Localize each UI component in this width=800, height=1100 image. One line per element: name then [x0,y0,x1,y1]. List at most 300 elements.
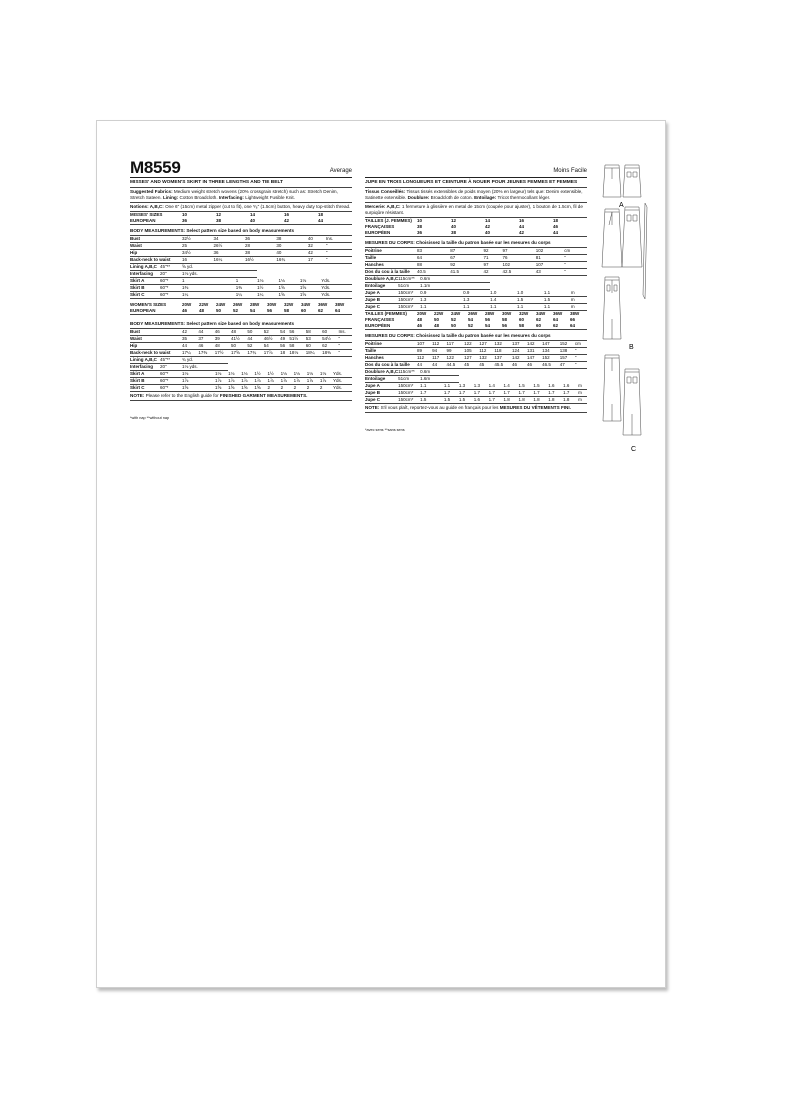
row-value: 1.7 [459,390,474,397]
row-value: 18¼ [306,350,322,357]
view-b-drawing [602,203,647,339]
fabrics-paragraph [130,189,352,203]
size-value: 24W [216,302,226,307]
row-label: Jupe B [365,390,398,397]
row-value: 1 [182,278,236,285]
body-measurements-heading: BODY MEASUREMENTS: Select pattern size based on body measurements [130,228,352,236]
row-value: 1.7 [504,390,519,397]
row-unit: m [571,304,587,311]
row-value: 56 [289,329,305,336]
size-value: 38W [335,302,345,307]
view-c-label: C [631,446,637,453]
size-value: 38 [451,230,485,237]
fabric-width: 150cm* [398,290,420,297]
row-unit [463,283,490,290]
row-value: 54 [264,343,280,350]
fabric-width: 115cm** [398,369,420,376]
misses-body-table [130,236,352,264]
fabric-width: 20" [160,271,182,278]
view-a-drawing [603,165,641,197]
row-unit: " [564,262,587,269]
row-unit [215,364,228,371]
row-unit: Yds. [333,378,352,385]
row-value: 142 [512,355,527,362]
row-value: 76 [502,255,535,262]
row-value: 1.8 [563,397,578,404]
size-value: 14 [250,212,256,217]
row-unit: " [338,336,352,343]
row-value: 1 [236,278,257,285]
misses-yardage-table-fr [365,276,587,311]
french-column [365,159,587,433]
size-value: 14 [485,218,491,223]
row-value: 92 [483,248,502,255]
row-value: 17⅜ [198,350,214,357]
row-value: 1⅜ [236,285,257,292]
row-unit: m [571,297,587,304]
size-value: 22W [434,311,444,316]
size-value: 46 [553,224,559,229]
row-value: 2 [294,385,307,392]
header-row-fr [365,159,587,178]
size-value: 34W [301,302,311,307]
row-value: 0.6m [420,369,444,376]
size-value: 58 [284,308,301,315]
row-value: 37 [198,336,214,343]
row-value: 1.5 [444,397,459,404]
row-value: 2 [307,385,320,392]
row-value: 1¼ [257,292,278,299]
row-value: 40 [308,236,326,243]
row-value: 46.5 [542,362,560,369]
row-value: 58 [306,329,322,336]
row-value: 1.3 [459,383,474,390]
row-label: Lining A,B,C [130,264,160,271]
row-label: Lining A,B,C [130,357,160,364]
row-value: 1⅝ [241,385,254,392]
women-body-measurements-heading-fr: MESURES DU CORPS: Choisissez la taille du patron basée sur les mesures du corps [365,333,587,341]
fabric-width: 150cm* [398,390,420,397]
pattern-title: MISSES' AND WOMEN'S SKIRT IN THREE LENGTHS AND TIE BELT [130,180,352,188]
row-value: 1⅝ [278,292,299,299]
row-value: 137 [494,355,512,362]
row-value: 1⅞ [281,378,294,385]
fabric-width: 60"* [160,292,182,299]
row-value: 1.7 [548,390,563,397]
row-value: 147 [542,341,560,348]
row-value: 36 [213,250,244,257]
row-value: 1⅞ [294,378,307,385]
row-label: Hanches [365,262,417,269]
row-value: 44.5 [447,362,465,369]
row-label: Back-neck to waist [130,257,182,264]
row-value: 1⅞ [254,378,267,385]
misses-body-table-fr [365,248,587,276]
size-row-label: WOMEN'S SIZES [130,302,167,307]
row-value: 1.5 [544,297,571,304]
fabrics-text: Medium weight stretch wovens (20% crossgrain stretch) such as: Stretch Denim, Stretch Sateen. [130,189,338,200]
view-b-label: B [629,344,634,351]
row-label: Dos du cou à la taille [365,362,417,369]
size-value: 56 [485,317,491,322]
pattern-title-fr: JUPE EN TROIS LONGUEURS ET CEINTURE À NOUER POUR JEUNES FEMMES ET FEMMES [365,180,587,188]
row-value: 41.5 [450,269,483,276]
size-value: 36W [553,311,563,316]
measurement-row [365,283,587,290]
row-value: 83 [417,248,450,255]
row-value: 1.1 [420,383,444,390]
row-value: 28 [245,243,276,250]
measurement-row [365,397,587,404]
row-value: 1⅛ [300,278,321,285]
measurement-row [365,362,587,369]
notions-label-fr: Mercerie: A,B,C: [365,204,401,209]
row-value: 62 [322,343,338,350]
row-value: 0.9 [463,290,490,297]
measurement-row [365,383,587,390]
row-value: 49 [280,336,289,343]
row-value: 1⅛ [228,371,241,378]
row-value: 1.4 [489,383,504,390]
size-row-label: EUROPÉEN [365,323,417,330]
row-value: 26½ [213,243,244,250]
row-label: Back-neck to waist [130,350,182,357]
row-value: 2 [320,385,333,392]
row-value: 50 [231,343,247,350]
size-value: 54 [250,308,267,315]
row-value: 1.7 [533,390,548,397]
size-value: 66 [570,317,576,322]
size-value: 44 [519,224,525,229]
row-unit: m [578,383,587,390]
size-value: 28W [250,302,260,307]
size-value: 42 [519,230,553,237]
row-unit: " [575,348,587,355]
row-value: 1.6m [420,376,444,383]
row-value: 1⅛ [215,371,228,378]
row-value: 152 [560,341,575,348]
row-label: Skirt A [130,278,160,285]
misses-sizes-table-fr [365,218,587,237]
difficulty-level: Average [329,168,352,174]
notions-label: Notions: A,B,C: [130,204,164,209]
row-value: 25 [182,243,213,250]
row-value: 1⅞ [241,378,254,385]
size-value: 16 [284,212,290,217]
row-label: Interfacing [130,364,160,371]
row-unit: " [326,257,352,264]
size-value: 48 [417,317,423,322]
size-value: 56 [267,308,284,315]
size-value: 40 [485,230,519,237]
note-text-fr: S'il vous plaît, reportez-vous au guide en français pour les [380,405,499,410]
size-value: 30W [502,311,512,316]
size-value: 64 [570,323,587,330]
view-a-label: A [619,202,624,209]
row-value: 56 [280,343,289,350]
footnote: *with nap **without nap [130,416,170,420]
row-value: 1⅛ [182,371,215,378]
size-value: 32W [284,302,294,307]
size-value: 56 [502,323,519,330]
row-value: 1¼ [182,292,236,299]
fabric-width: 60"* [160,378,182,385]
note-prefix: NOTE: [130,393,145,398]
row-value: 1⅞ [215,378,228,385]
fabric-width: 60"* [160,371,182,378]
notions-text: One 6" (15cm) metal zipper (cut to fit), one ⁵⁄₈" (1.5cm) button, heavy duty top-stitch thread. [165,204,351,209]
row-value: 1.8 [504,397,519,404]
row-value: 46 [215,329,231,336]
row-value: 67 [450,255,483,262]
row-value: 127 [464,355,479,362]
note-text: Please refer to the English guide for [145,393,219,398]
size-value: 18 [318,212,324,217]
row-unit: " [575,362,587,369]
row-unit: Yds. [333,371,352,378]
row-value: 112 [417,355,432,362]
row-value: 34½ [182,250,213,257]
row-value: 1⅛ yds. [182,364,215,371]
row-value: 137 [512,341,527,348]
row-value: 1.5 [420,397,444,404]
measurement-row [365,369,587,376]
size-value: 24W [451,311,461,316]
fabrics-label-fr: Tissus Conseillés: [365,189,406,194]
notions-paragraph-fr [365,204,587,218]
size-value: 52 [468,323,485,330]
size-value: 54 [468,317,474,322]
measurement-row [130,350,352,357]
header-row [130,159,352,178]
row-value: 45 [479,362,494,369]
row-value: 1.7 [518,390,533,397]
row-value: ⅝ yd. [182,264,236,271]
size-value: 28W [485,311,495,316]
row-value: 18⅜ [322,350,338,357]
row-value: 44 [417,362,432,369]
size-value: 50 [451,323,468,330]
row-value: 58 [289,343,305,350]
row-unit: " [564,255,587,262]
row-label: Skirt B [130,378,160,385]
row-label: Bust [130,329,182,336]
row-unit: " [326,250,352,257]
row-value: 60 [306,343,322,350]
note-paragraph [130,393,352,401]
row-label: Jupe C [365,397,398,404]
size-value: 20W [182,302,192,307]
women-yardage-table [130,357,352,392]
row-unit: Yds. [321,285,352,292]
size-value: 16 [519,218,525,223]
row-value: 52 [247,343,263,350]
row-value: 46 [198,343,214,350]
row-label: Doublure A,B,C [365,276,399,281]
row-value: 46½ [264,336,280,343]
row-unit: m [571,290,587,297]
note-bold-fr: MESURES DU VÊTEMENTS FINI. [499,405,571,410]
row-value: 2 [281,385,294,392]
row-value: 1.1 [463,304,490,311]
row-value: 87 [450,248,483,255]
row-value: 1⅞ [267,378,280,385]
row-value: 44 [182,343,198,350]
row-value: 1.0 [490,290,517,297]
fabric-width: 45"** [160,357,182,364]
row-value: 1⅛ [257,278,278,285]
measurement-row [130,285,352,292]
misses-sizes-table [130,212,352,225]
row-label: Waist [130,336,182,343]
row-unit: " [338,350,352,357]
row-value: 112 [479,348,494,355]
women-yardage-table-fr [365,369,587,404]
row-value: 1.7 [489,397,504,404]
body-measurements-heading-fr: MESURES DU CORPS: Choisissez la taille du patron basée sur les mesures du corps [365,240,587,248]
row-value: 92 [450,262,483,269]
row-value: 1.7 [474,390,489,397]
row-value: 1⅝ [254,385,267,392]
size-value: 40 [451,224,457,229]
row-value: 1⅞ [182,378,215,385]
row-value: 124 [512,348,527,355]
row-value: 1.6 [563,383,578,390]
row-value: 18⅛ [289,350,305,357]
size-value: 42 [284,218,318,225]
fabric-width: 150cm* [398,304,420,311]
row-value: 1.3 [463,297,490,304]
size-value: 62 [318,308,335,315]
measurement-row [365,348,587,355]
row-unit: Ins. [326,236,352,243]
row-unit: m [578,390,587,397]
row-value: 52 [264,329,280,336]
row-value: 117 [447,341,465,348]
size-value: 20W [417,311,427,316]
row-value: 1.7 [563,390,578,397]
size-value: 46 [182,308,199,315]
fabric-width: 60"* [160,285,182,292]
row-label: Jupe A [365,290,398,297]
measurement-row [365,255,587,262]
row-value: 1⅛ [320,371,333,378]
size-value: 64 [553,317,559,322]
women-body-measurements-heading: BODY MEASUREMENTS: Select pattern size based on body measurements [130,321,352,329]
row-label: Entoilage [365,376,398,383]
measurement-row [365,262,587,269]
row-value: 117 [432,355,446,362]
row-value: 1⅝ [182,385,215,392]
measurement-row [130,257,352,264]
interfacing-text-fr: Tricot thermocollant léger. [497,195,551,200]
row-value: 1.5 [533,383,548,390]
row-value: 1.8 [518,397,533,404]
row-value: 88 [417,262,450,269]
row-value: 42 [483,269,502,276]
row-value: 89 [417,348,432,355]
measurement-row [365,390,587,397]
size-value: 60 [536,323,553,330]
measurement-row [130,243,352,250]
row-value: 1⅝ [300,292,321,299]
row-value: 152 [542,355,560,362]
row-value: 97 [483,262,502,269]
size-value: 12 [451,218,457,223]
row-value: 48 [215,343,231,350]
fabric-width: 51cm [398,376,420,383]
size-row [365,323,587,330]
row-value: 36 [245,236,276,243]
technical-drawings [597,159,649,459]
row-value: 1.7 [489,390,504,397]
measurement-row [130,364,352,371]
size-row-label: EUROPÉEN [365,230,417,237]
row-unit: " [326,243,352,250]
row-value: 32 [308,243,326,250]
interfacing-label: Interfacing: [218,195,244,200]
measurement-row [365,297,587,304]
row-value: 132 [494,341,512,348]
notions-text-fr: 1 fermeture à glissière en metal de 15cm (coupée pour ajuster), 1 bouton de 1.5cm, fil de surpiqûre résistant. [365,204,583,215]
row-value: 30 [276,243,307,250]
size-value: 62 [553,323,570,330]
measurement-row [130,271,352,278]
measurement-row [130,250,352,257]
size-value: 60 [301,308,318,315]
row-value: 17⅞ [264,350,280,357]
row-value: 38 [245,250,276,257]
row-label: Skirt B [130,285,160,292]
row-value: 0.6m [420,276,463,283]
row-unit: Yds. [321,278,352,285]
row-value: 1.7 [444,390,459,397]
row-value: 46 [527,362,542,369]
row-value: 42.5 [502,269,535,276]
row-value: 105 [464,348,479,355]
row-value: 1½ [254,371,267,378]
row-label: Hip [130,343,182,350]
size-row-label: EUROPEAN [130,218,182,225]
row-value: 1⅝ [278,285,299,292]
row-label: Skirt C [130,292,160,299]
size-value: 50 [434,317,440,322]
row-value: 1.1 [517,304,544,311]
pattern-number: M8559 [130,158,181,177]
row-value: 1⅞ [307,378,320,385]
row-value: 112 [432,341,446,348]
size-value: 48 [434,323,451,330]
measurement-row [365,269,587,276]
measurement-row [130,357,352,364]
row-value: 1⅜ [182,285,236,292]
fabric-width: 45"** [160,264,182,271]
row-value: 40 [276,250,307,257]
row-value: 41½ [231,336,247,343]
row-value: 1.1 [420,304,463,311]
measurement-row [365,290,587,297]
row-value: 1⅛ [241,371,254,378]
row-unit [236,271,257,278]
row-unit: " [575,355,587,362]
fabric-width: 150cm* [398,297,420,304]
size-value: 58 [519,323,536,330]
row-label: Jupe B [365,297,398,304]
row-value: 102 [536,248,565,255]
row-value: 1⅛ yds. [182,271,236,278]
row-value: 17⅝ [231,350,247,357]
row-value: 1⅛ [294,371,307,378]
